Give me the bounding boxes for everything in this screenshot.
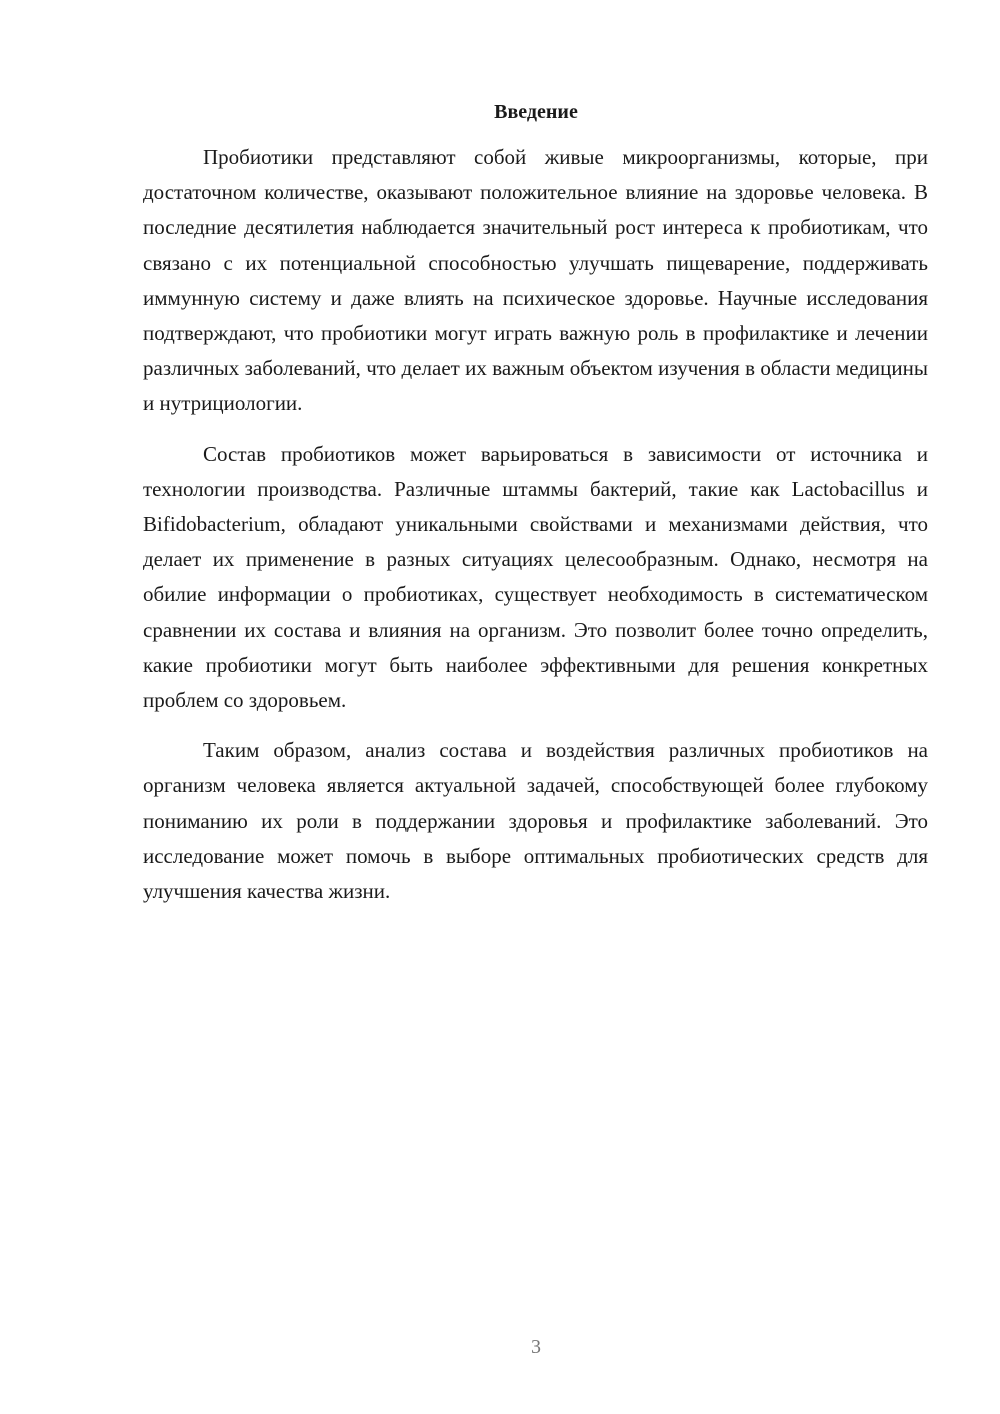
page-number: 3 <box>531 1336 541 1358</box>
section-heading: Введение <box>494 101 578 123</box>
body-text <box>143 140 928 909</box>
paragraph-conclusion: Таким образом, анализ состава и воздействия различных пробиотиков на организм человека является актуальной задачей, способствующей более глубокому пониманию их роли в поддержании здоровья и профилактике заболеваний. Это исследование может помочь в выборе оптимальных пробиотических средств для улучшения качества жизни. <box>143 738 928 904</box>
paragraph-composition: Состав пробиотиков может варьироваться в зависимости от источника и технологии производства. Различные штаммы бактерий, такие как Lactobacillus и Bifidobacterium, обладают уникальными свойствами и механизмами действия, что делает их применение в разных ситуациях целесообразным. Однако, несмотря на обилие информации о пробиотиках, существует необходимость в систематическом сравнении их состава и влияния на организм. Это позволит более точно определить, какие пробиотики могут быть наиболее эффективными для решения конкретных проблем со здоровьем. <box>143 441 928 713</box>
paragraph-introduction: Пробиотики представляют собой живые микроорганизмы, которые, при достаточном количестве, оказывают положительное влияние на здоровье человека. В последние десятилетия наблюдается значительный рост интереса к пробиотикам, что связано с их потенциальной способностью улучшать пищеварение, поддерживать иммунную систему и даже влиять на психическое здоровье. Научные исследования подтверждают, что пробиотики могут играть важную роль в профилактике и лечении различных заболеваний, что делает их важным объектом изучения в области медицины и нутрициологии. <box>143 145 928 416</box>
